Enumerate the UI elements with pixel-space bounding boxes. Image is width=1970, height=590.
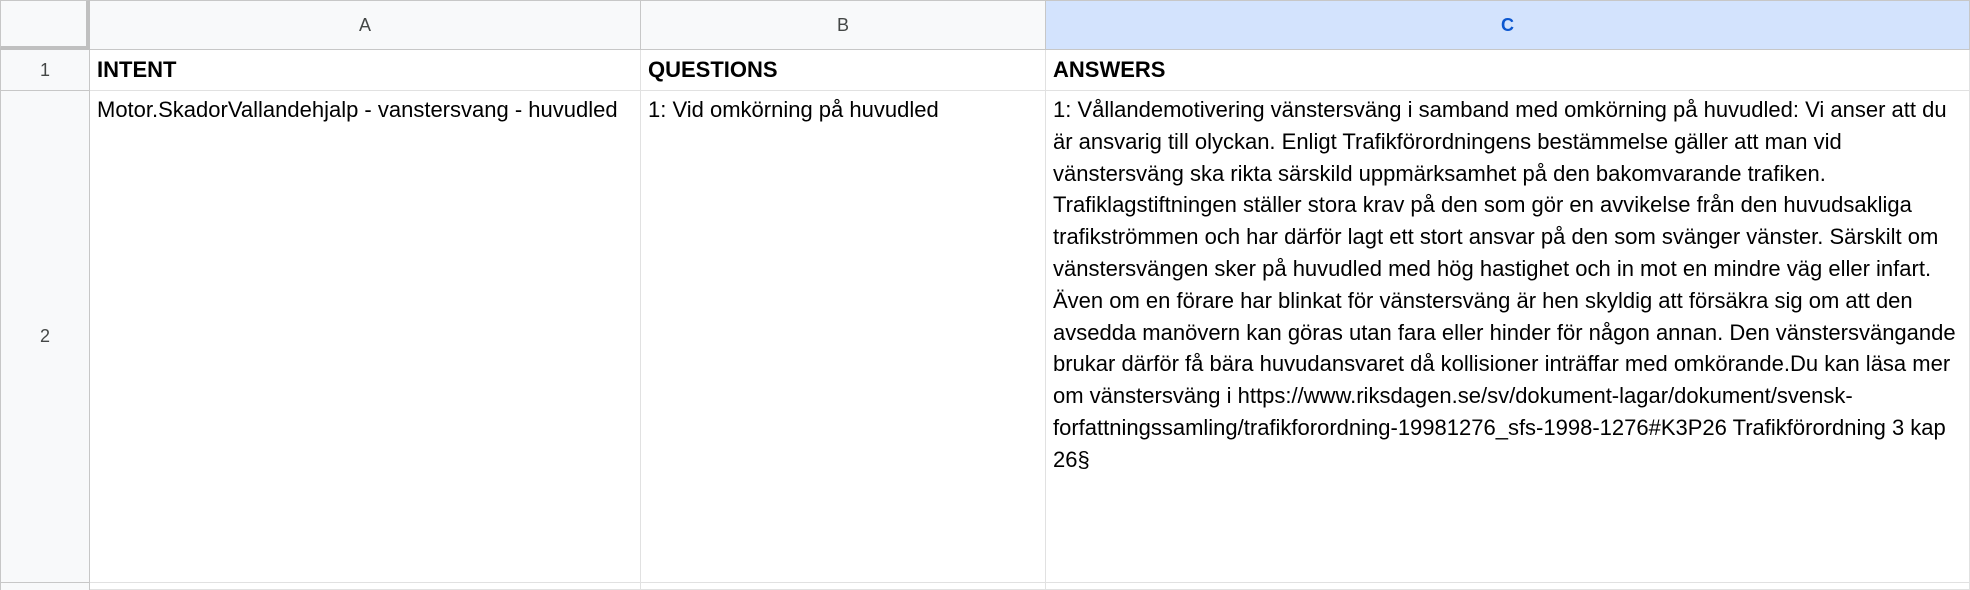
- row-header-2[interactable]: 2: [0, 91, 90, 583]
- column-header-a[interactable]: A: [90, 0, 641, 50]
- cell-c3[interactable]: [1046, 583, 1970, 590]
- cell-a2[interactable]: Motor.SkadorVallandehjalp - vanstersvang - huvudled: [90, 91, 641, 583]
- cell-b1[interactable]: QUESTIONS: [641, 50, 1046, 91]
- column-header-b[interactable]: B: [641, 0, 1046, 50]
- row-header-3[interactable]: [0, 583, 90, 590]
- cell-a3[interactable]: [90, 583, 641, 590]
- column-header-c[interactable]: C: [1046, 0, 1970, 50]
- cell-a1[interactable]: INTENT: [90, 50, 641, 91]
- cell-b2[interactable]: 1: Vid omkörning på huvudled: [641, 91, 1046, 583]
- cell-b3[interactable]: [641, 583, 1046, 590]
- row-header-1[interactable]: 1: [0, 50, 90, 91]
- cell-c1[interactable]: ANSWERS: [1046, 50, 1970, 91]
- select-all-corner[interactable]: [0, 0, 90, 50]
- cell-c2[interactable]: 1: Vållandemotivering vänstersväng i samband med omkörning på huvudled: Vi anser att du är ansvarig till olyckan. Enligt Trafikförordningens bestämmelse gäller att man vid vänstersväng ska rikta särskild uppmärksamhet på den bakomvarande trafiken. Trafiklagstiftningen ställer stora krav på den som gör en avvikelse från den huvudsakliga trafikströmmen och har därför lagt ett stort ansvar på den som svänger vänster. Särskilt om vänstersvängen sker på huvudled med hög hastighet och in mot en mindre väg eller infart. Även om en förare har blinkat för vänstersväng är hen skyldig att försäkra sig om att den avsedda manövern kan göras utan fara eller hinder för någon annan. Den vänstersvängande brukar därför få bära huvudansvaret då kollisioner inträffar med omkörande.Du kan läsa mer om vänstersväng i https://www.riksdagen.se/sv/dokument-lagar/dokument/svensk-forfattningssamling/trafikforordning-19981276_sfs-1998-1276#K3P26 Trafikförordning 3 kap 26§: [1046, 91, 1970, 583]
